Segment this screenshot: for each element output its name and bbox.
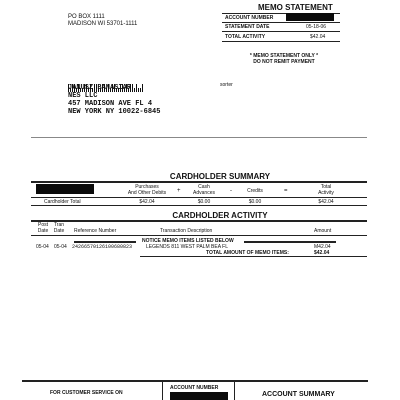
mailing-address: [68, 84, 160, 116]
op-minus: -: [230, 188, 232, 194]
address-line-3: 457 MADISON AVE FL 4: [68, 100, 153, 108]
memo-notice-1: * MEMO STATEMENT ONLY *: [249, 53, 319, 59]
op-plus: +: [177, 188, 181, 194]
summary-bottom-rule: [31, 205, 367, 206]
redacted-account-number: [286, 13, 334, 21]
notice-line: NOTICE MEMO ITEMS LISTED BELOW: [142, 238, 234, 244]
summary-purchases-value: $42.04: [139, 199, 155, 205]
summary-col-credits: Credits: [247, 188, 263, 194]
account-number-label: ACCOUNT NUMBER: [225, 15, 274, 21]
footer-redacted-account: [170, 392, 228, 400]
divider: [222, 41, 340, 42]
footer-account-summary: ACCOUNT SUMMARY: [262, 391, 335, 398]
summary-credits-value: $0.00: [248, 199, 262, 205]
row-reference: 24266570126100680823: [72, 244, 133, 250]
row-description: LEGENDS 811 WEST PALM BEA FL: [146, 244, 228, 250]
col-amount: Amount: [314, 228, 332, 234]
total-memo-amount: $42.04: [314, 250, 330, 256]
summary-col-total: Total Activity: [318, 184, 334, 196]
row-tran-date: 05-04: [54, 244, 67, 250]
footer-account-number-label: ACCOUNT NUMBER: [170, 385, 219, 391]
postal-barcode: [68, 74, 144, 82]
col-post-date: Post Date: [37, 222, 49, 234]
address-line-1: JANUSZ BANASIAR: [68, 84, 132, 92]
activity-bottom-rule: [140, 256, 367, 257]
summary-col-cash: Cash Advances: [193, 184, 215, 196]
activity-header-rule: [31, 235, 367, 236]
summary-cash-value: $0.00: [197, 199, 211, 205]
notice-underline-right: [244, 241, 336, 243]
col-description: Transaction Description: [160, 228, 213, 234]
col-tran-date: Tran Date: [53, 222, 65, 234]
row-amount: M42.04: [314, 244, 331, 250]
summary-total-value: $42.04: [318, 199, 334, 205]
total-memo-label: TOTAL AMOUNT OF MEMO ITEMS:: [206, 250, 289, 256]
memo-statement-title: MEMO STATEMENT: [258, 3, 333, 12]
activity-title: CARDHOLDER ACTIVITY: [172, 211, 268, 220]
section-divider: [31, 137, 367, 138]
divider: [222, 31, 340, 32]
city-line: MADISON WI 53701-1111: [68, 21, 138, 27]
summary-col-purchases: Purchases And Other Debits: [127, 184, 167, 196]
footer-divider-1: [162, 382, 163, 400]
sorter-code: sorter: [220, 82, 233, 88]
summary-top-rule: [31, 181, 367, 183]
col-reference: Reference Number: [74, 228, 117, 234]
cardholder-total-label: Cardholder Total: [44, 199, 81, 205]
notice-underline-left: [74, 241, 136, 243]
return-address: [68, 14, 137, 28]
op-equals: =: [284, 188, 288, 194]
address-line-4: NEW YORK NY 10022-6845: [68, 108, 161, 116]
summary-title: CARDHOLDER SUMMARY: [169, 172, 271, 181]
customer-service-label: FOR CUSTOMER SERVICE ON: [50, 390, 123, 396]
total-activity-value: $42.04: [310, 34, 326, 40]
memo-notice-2: DO NOT REMIT PAYMENT: [253, 59, 315, 65]
footer-divider-2: [234, 382, 235, 400]
divider: [222, 22, 340, 23]
po-box: PO BOX 1111: [68, 14, 105, 20]
row-post-date: 05-04: [36, 244, 49, 250]
footer-top-rule: [22, 380, 368, 382]
summary-mid-rule: [31, 197, 367, 198]
statement-date-value: 05-18-06: [306, 24, 327, 30]
activity-top-rule: [31, 220, 367, 222]
total-activity-label: TOTAL ACTIVITY: [225, 34, 266, 40]
address-line-2: NES LLC: [68, 92, 98, 100]
redacted-cardholder-name: [36, 184, 94, 194]
statement-date-label: STATEMENT DATE: [225, 24, 270, 30]
